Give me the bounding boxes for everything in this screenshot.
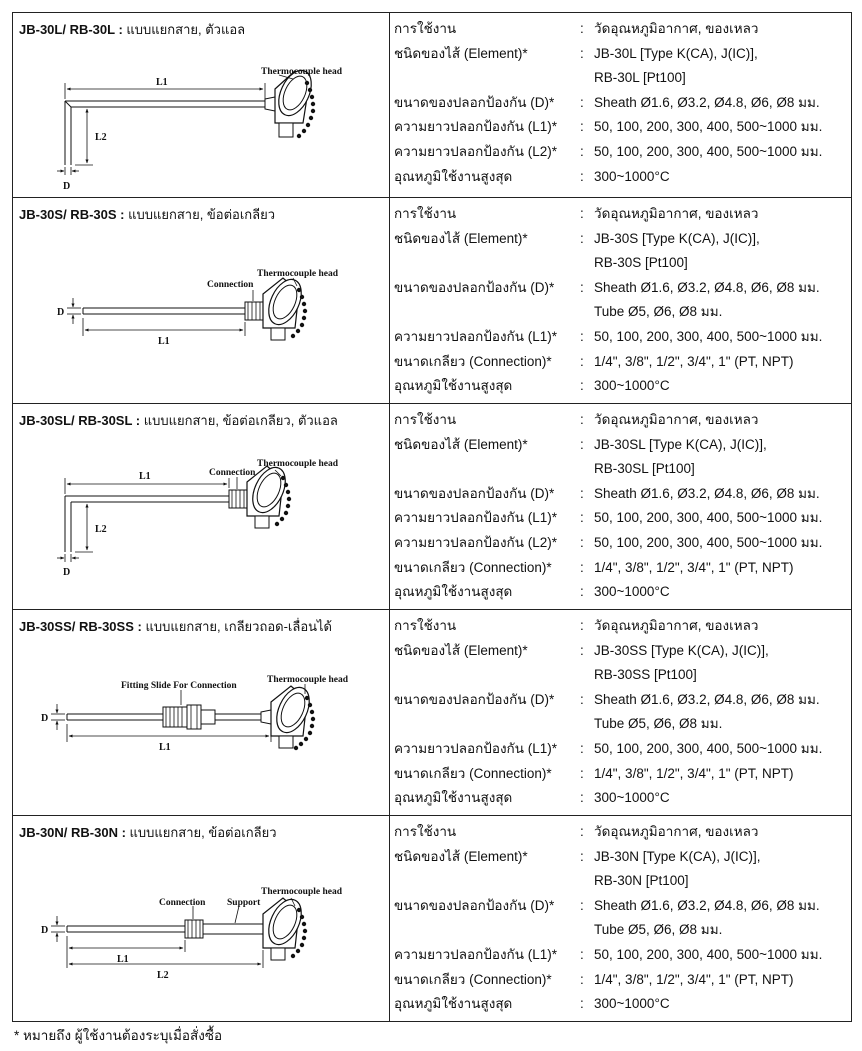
spec-cell — [390, 13, 852, 198]
spec-row — [394, 765, 851, 790]
spec-label: ชนิดของไส้ (Element)* — [394, 230, 528, 246]
spec-row — [394, 823, 851, 848]
spec-colon — [580, 460, 594, 485]
spec-colon — [580, 872, 594, 897]
spec-row — [394, 168, 851, 193]
spec-table — [12, 12, 852, 1022]
spec-value: 50, 100, 200, 300, 400, 500~1000 มม. — [594, 143, 823, 159]
spec-value: Tube Ø5, Ø6, Ø8 มม. — [594, 716, 723, 732]
dim-label-l2: L2 — [157, 970, 169, 981]
spec-list — [390, 404, 851, 608]
spec-colon: : — [580, 897, 584, 913]
product-row-jb-30n — [13, 816, 852, 1022]
label-connection: Connection — [209, 468, 256, 478]
spec-value: 300~1000°C — [594, 996, 670, 1012]
label-support: Support — [227, 898, 261, 908]
spec-value: JB-30S [Type K(CA), J(IC)], — [594, 230, 760, 246]
spec-value: 300~1000°C — [594, 378, 670, 394]
spec-row — [394, 230, 851, 255]
sheath — [67, 924, 263, 934]
label-connection: Connection — [207, 280, 254, 290]
spec-colon: : — [580, 559, 584, 575]
product-code: JB-30SS/ RB-30SS : — [19, 619, 142, 634]
spec-label: การใช้งาน — [394, 206, 457, 221]
spec-value: 1/4", 3/8", 1/2", 3/4", 1" (PT, NPT) — [594, 765, 794, 781]
product-desc: แบบแยกสาย, ข้อต่อเกลียว, ตัวแอล — [140, 413, 338, 428]
spec-colon: : — [580, 946, 584, 962]
probe-diagram — [13, 816, 389, 1021]
spec-row — [394, 740, 851, 765]
spec-row — [394, 436, 851, 461]
spec-value: วัดอุณหภูมิอากาศ, ของเหลว — [594, 21, 759, 36]
spec-value: Tube Ø5, Ø6, Ø8 มม. — [594, 304, 723, 320]
spec-value: RB-30L [Pt100] — [594, 70, 686, 86]
spec-label: ขนาดเกลียว (Connection)* — [394, 559, 552, 575]
spec-label: อุณหภูมิใช้งานสูงสุด — [394, 378, 513, 394]
sheath — [65, 496, 229, 552]
spec-row — [394, 789, 851, 814]
spec-value: RB-30N [Pt100] — [594, 873, 689, 889]
label-thermocouple-head: Thermocouple head — [257, 459, 339, 469]
spec-value: JB-30SS [Type K(CA), J(IC)], — [594, 642, 769, 658]
spec-row — [394, 666, 851, 691]
dim-label-l2: L2 — [95, 524, 107, 535]
spec-value: วัดอุณหภูมิอากาศ, ของเหลว — [594, 412, 759, 427]
spec-value: วัดอุณหภูมิอากาศ, ของเหลว — [594, 618, 759, 633]
spec-value: Sheath Ø1.6, Ø3.2, Ø4.8, Ø6, Ø8 มม. — [594, 279, 820, 295]
spec-row — [394, 279, 851, 304]
spec-list — [390, 198, 851, 402]
spec-row — [394, 143, 851, 168]
product-cell — [13, 816, 390, 1022]
spec-label: ความยาวปลอกป้องกัน (L1)* — [394, 328, 557, 344]
dimension-lines — [51, 898, 295, 968]
connection-thread — [229, 490, 247, 508]
spec-colon — [580, 715, 594, 740]
spec-value: 50, 100, 200, 300, 400, 500~1000 มม. — [594, 119, 823, 135]
spec-label: อุณหภูมิใช้งานสูงสุด — [394, 996, 513, 1012]
spec-label: ขนาดของปลอกป้องกัน (D)* — [394, 279, 555, 295]
spec-label: อุณหภูมิใช้งานสูงสุด — [394, 584, 513, 600]
spec-value: 300~1000°C — [594, 790, 670, 806]
dimension-lines — [57, 75, 293, 175]
spec-value: 50, 100, 200, 300, 400, 500~1000 มม. — [594, 510, 823, 526]
spec-label: ความยาวปลอกป้องกัน (L2)* — [394, 143, 557, 159]
dim-label-d: D — [57, 307, 65, 318]
spec-value: Sheath Ø1.6, Ø3.2, Ø4.8, Ø6, Ø8 มม. — [594, 485, 820, 501]
spec-row — [394, 303, 851, 328]
spec-colon: : — [580, 353, 584, 369]
product-code: JB-30L/ RB-30L : — [19, 22, 123, 37]
spec-label: การใช้งาน — [394, 618, 457, 633]
spec-value: RB-30SS [Pt100] — [594, 667, 697, 683]
spec-colon: : — [580, 436, 584, 452]
spec-label: การใช้งาน — [394, 412, 457, 427]
spec-label: ขนาดเกลียว (Connection)* — [394, 765, 552, 781]
spec-colon: : — [580, 765, 584, 781]
spec-colon: : — [580, 740, 584, 756]
spec-cell — [390, 198, 852, 404]
label-thermocouple-head: Thermocouple head — [261, 887, 343, 897]
product-cell — [13, 13, 390, 198]
spec-row — [394, 377, 851, 402]
spec-row — [394, 69, 851, 94]
spec-colon — [580, 303, 594, 328]
dim-label-l1: L1 — [117, 954, 129, 965]
spec-row — [394, 411, 851, 436]
spec-list — [390, 816, 851, 1020]
spec-list — [390, 13, 851, 192]
spec-cell — [390, 816, 852, 1022]
spec-colon: : — [580, 119, 584, 135]
spec-label: ความยาวปลอกป้องกัน (L2)* — [394, 534, 557, 550]
spec-cell — [390, 404, 852, 610]
dim-label-d: D — [63, 567, 71, 578]
spec-label: ขนาดของปลอกป้องกัน (D)* — [394, 485, 555, 501]
dim-label-d: D — [41, 925, 49, 936]
spec-colon: : — [580, 378, 584, 394]
product-code: JB-30N/ RB-30N : — [19, 825, 126, 840]
spec-label: ความยาวปลอกป้องกัน (L1)* — [394, 119, 557, 135]
spec-colon — [580, 254, 594, 279]
dim-label-l1: L1 — [139, 471, 151, 482]
spec-colon: : — [580, 45, 584, 61]
spec-row — [394, 254, 851, 279]
spec-value: Sheath Ø1.6, Ø3.2, Ø4.8, Ø6, Ø8 มม. — [594, 691, 820, 707]
spec-value: 300~1000°C — [594, 168, 670, 184]
dim-label-l1: L1 — [156, 77, 168, 88]
spec-row — [394, 921, 851, 946]
spec-colon: : — [580, 485, 584, 501]
spec-colon: : — [580, 691, 584, 707]
connection-thread — [245, 302, 263, 320]
spec-value: RB-30S [Pt100] — [594, 255, 688, 271]
spec-row — [394, 45, 851, 70]
spec-colon: : — [580, 534, 584, 550]
spec-row — [394, 617, 851, 642]
product-row-jb-30l — [13, 13, 852, 198]
spec-value: RB-30SL [Pt100] — [594, 461, 695, 477]
spec-value: 1/4", 3/8", 1/2", 3/4", 1" (PT, NPT) — [594, 353, 794, 369]
probe-diagram — [13, 404, 389, 609]
connection-thread — [185, 920, 203, 938]
spec-colon: : — [580, 996, 584, 1012]
spec-colon: : — [580, 206, 584, 221]
spec-label: การใช้งาน — [394, 824, 457, 839]
spec-colon: : — [580, 168, 584, 184]
thermocouple-head — [262, 274, 308, 340]
spec-value: 300~1000°C — [594, 584, 670, 600]
spec-colon: : — [580, 412, 584, 427]
spec-label: ชนิดของไส้ (Element)* — [394, 436, 528, 452]
product-desc: แบบแยกสาย, ข้อต่อเกลียว — [124, 207, 276, 222]
spec-label: การใช้งาน — [394, 21, 457, 36]
spec-colon: : — [580, 618, 584, 633]
footnote: * หมายถึง ผู้ใช้งานต้องระบุเมื่อสั่งซื้อ — [14, 1028, 223, 1043]
product-row-jb-30s — [13, 198, 852, 404]
spec-label: ขนาดของปลอกป้องกัน (D)* — [394, 94, 555, 110]
spec-colon: : — [580, 584, 584, 600]
spec-label: ขนาดเกลียว (Connection)* — [394, 353, 552, 369]
spec-label: ชนิดของไส้ (Element)* — [394, 45, 528, 61]
spec-row — [394, 897, 851, 922]
spec-row — [394, 559, 851, 584]
spec-label: ขนาดของปลอกป้องกัน (D)* — [394, 691, 555, 707]
spec-label — [394, 666, 580, 691]
spec-colon: : — [580, 94, 584, 110]
spec-cell — [390, 610, 852, 816]
spec-label: อุณหภูมิใช้งานสูงสุด — [394, 168, 513, 184]
spec-label: ชนิดของไส้ (Element)* — [394, 848, 528, 864]
product-desc: แบบแยกสาย, เกลียวถอด-เลื่อนได้ — [141, 619, 332, 634]
spec-colon — [580, 69, 594, 94]
product-desc: แบบแยกสาย, ข้อต่อเกลียว — [125, 825, 277, 840]
spec-row — [394, 460, 851, 485]
spec-row — [394, 20, 851, 45]
spec-colon: : — [580, 510, 584, 526]
spec-label: ขนาดเกลียว (Connection)* — [394, 971, 552, 987]
dim-label-d: D — [63, 181, 71, 192]
spec-colon: : — [580, 143, 584, 159]
spec-value: Sheath Ø1.6, Ø3.2, Ø4.8, Ø6, Ø8 มม. — [594, 897, 820, 913]
spec-colon: : — [580, 848, 584, 864]
spec-label: อุณหภูมิใช้งานสูงสุด — [394, 790, 513, 806]
dim-label-d: D — [41, 713, 49, 724]
probe-diagram — [13, 610, 389, 815]
spec-row — [394, 509, 851, 534]
label-thermocouple-head: Thermocouple head — [257, 269, 339, 279]
spec-colon — [580, 921, 594, 946]
spec-colon: : — [580, 230, 584, 246]
spec-label — [394, 254, 580, 279]
spec-colon — [580, 666, 594, 691]
spec-label — [394, 69, 580, 94]
spec-colon: : — [580, 328, 584, 344]
product-code: JB-30S/ RB-30S : — [19, 207, 125, 222]
fitting-slide — [163, 705, 215, 729]
product-cell — [13, 404, 390, 610]
spec-value: JB-30SL [Type K(CA), J(IC)], — [594, 436, 767, 452]
spec-label — [394, 921, 580, 946]
spec-label: ความยาวปลอกป้องกัน (L1)* — [394, 510, 557, 526]
label-thermocouple-head: Thermocouple head — [267, 675, 349, 685]
spec-row — [394, 872, 851, 897]
spec-value: วัดอุณหภูมิอากาศ, ของเหลว — [594, 206, 759, 221]
dim-label-l2: L2 — [95, 132, 107, 143]
product-code: JB-30SL/ RB-30SL : — [19, 413, 141, 428]
spec-colon: : — [580, 971, 584, 987]
label-fitting-slide: Fitting Slide For Connection — [121, 681, 237, 691]
probe-diagram — [13, 198, 389, 403]
spec-value: 50, 100, 200, 300, 400, 500~1000 มม. — [594, 328, 823, 344]
thermocouple-head — [261, 682, 316, 750]
spec-value: 50, 100, 200, 300, 400, 500~1000 มม. — [594, 740, 823, 756]
product-cell — [13, 610, 390, 816]
spec-row — [394, 691, 851, 716]
spec-row — [394, 118, 851, 143]
spec-row — [394, 583, 851, 608]
spec-row — [394, 848, 851, 873]
spec-value: Tube Ø5, Ø6, Ø8 มม. — [594, 922, 723, 938]
spec-row — [394, 94, 851, 119]
spec-label: ความยาวปลอกป้องกัน (L1)* — [394, 740, 557, 756]
spec-colon: : — [580, 21, 584, 36]
spec-label — [394, 303, 580, 328]
spec-value: 50, 100, 200, 300, 400, 500~1000 มม. — [594, 534, 823, 550]
product-row-jb-30sl — [13, 404, 852, 610]
spec-row — [394, 995, 851, 1020]
spec-value: JB-30N [Type K(CA), J(IC)], — [594, 848, 761, 864]
spec-row — [394, 946, 851, 971]
spec-label — [394, 715, 580, 740]
spec-label: ชนิดของไส้ (Element)* — [394, 642, 528, 658]
spec-row — [394, 715, 851, 740]
spec-row — [394, 485, 851, 510]
dim-label-l1: L1 — [158, 336, 170, 347]
label-connection: Connection — [159, 898, 206, 908]
spec-row — [394, 534, 851, 559]
spec-label: ขนาดของปลอกป้องกัน (D)* — [394, 897, 555, 913]
spec-label — [394, 460, 580, 485]
spec-value: 1/4", 3/8", 1/2", 3/4", 1" (PT, NPT) — [594, 971, 794, 987]
spec-value: 1/4", 3/8", 1/2", 3/4", 1" (PT, NPT) — [594, 559, 794, 575]
spec-label — [394, 872, 580, 897]
spec-value: Sheath Ø1.6, Ø3.2, Ø4.8, Ø6, Ø8 มม. — [594, 94, 820, 110]
spec-value: JB-30L [Type K(CA), J(IC)], — [594, 45, 758, 61]
probe-diagram — [13, 13, 389, 197]
spec-value: 50, 100, 200, 300, 400, 500~1000 มม. — [594, 946, 823, 962]
dim-label-l1: L1 — [159, 742, 171, 753]
label-thermocouple-head: Thermocouple head — [261, 67, 343, 77]
sheath — [83, 308, 245, 314]
thermocouple-head — [262, 894, 308, 960]
spec-row — [394, 642, 851, 667]
spec-label: ความยาวปลอกป้องกัน (L1)* — [394, 946, 557, 962]
spec-colon: : — [580, 279, 584, 295]
spec-value: วัดอุณหภูมิอากาศ, ของเหลว — [594, 824, 759, 839]
product-cell — [13, 198, 390, 404]
spec-list — [390, 610, 851, 814]
spec-row — [394, 205, 851, 230]
product-desc: แบบแยกสาย, ตัวแอล — [122, 22, 246, 37]
spec-colon: : — [580, 790, 584, 806]
spec-colon: : — [580, 824, 584, 839]
spec-colon: : — [580, 642, 584, 658]
spec-row — [394, 328, 851, 353]
spec-row — [394, 353, 851, 378]
product-row-jb-30ss — [13, 610, 852, 816]
spec-row — [394, 971, 851, 996]
